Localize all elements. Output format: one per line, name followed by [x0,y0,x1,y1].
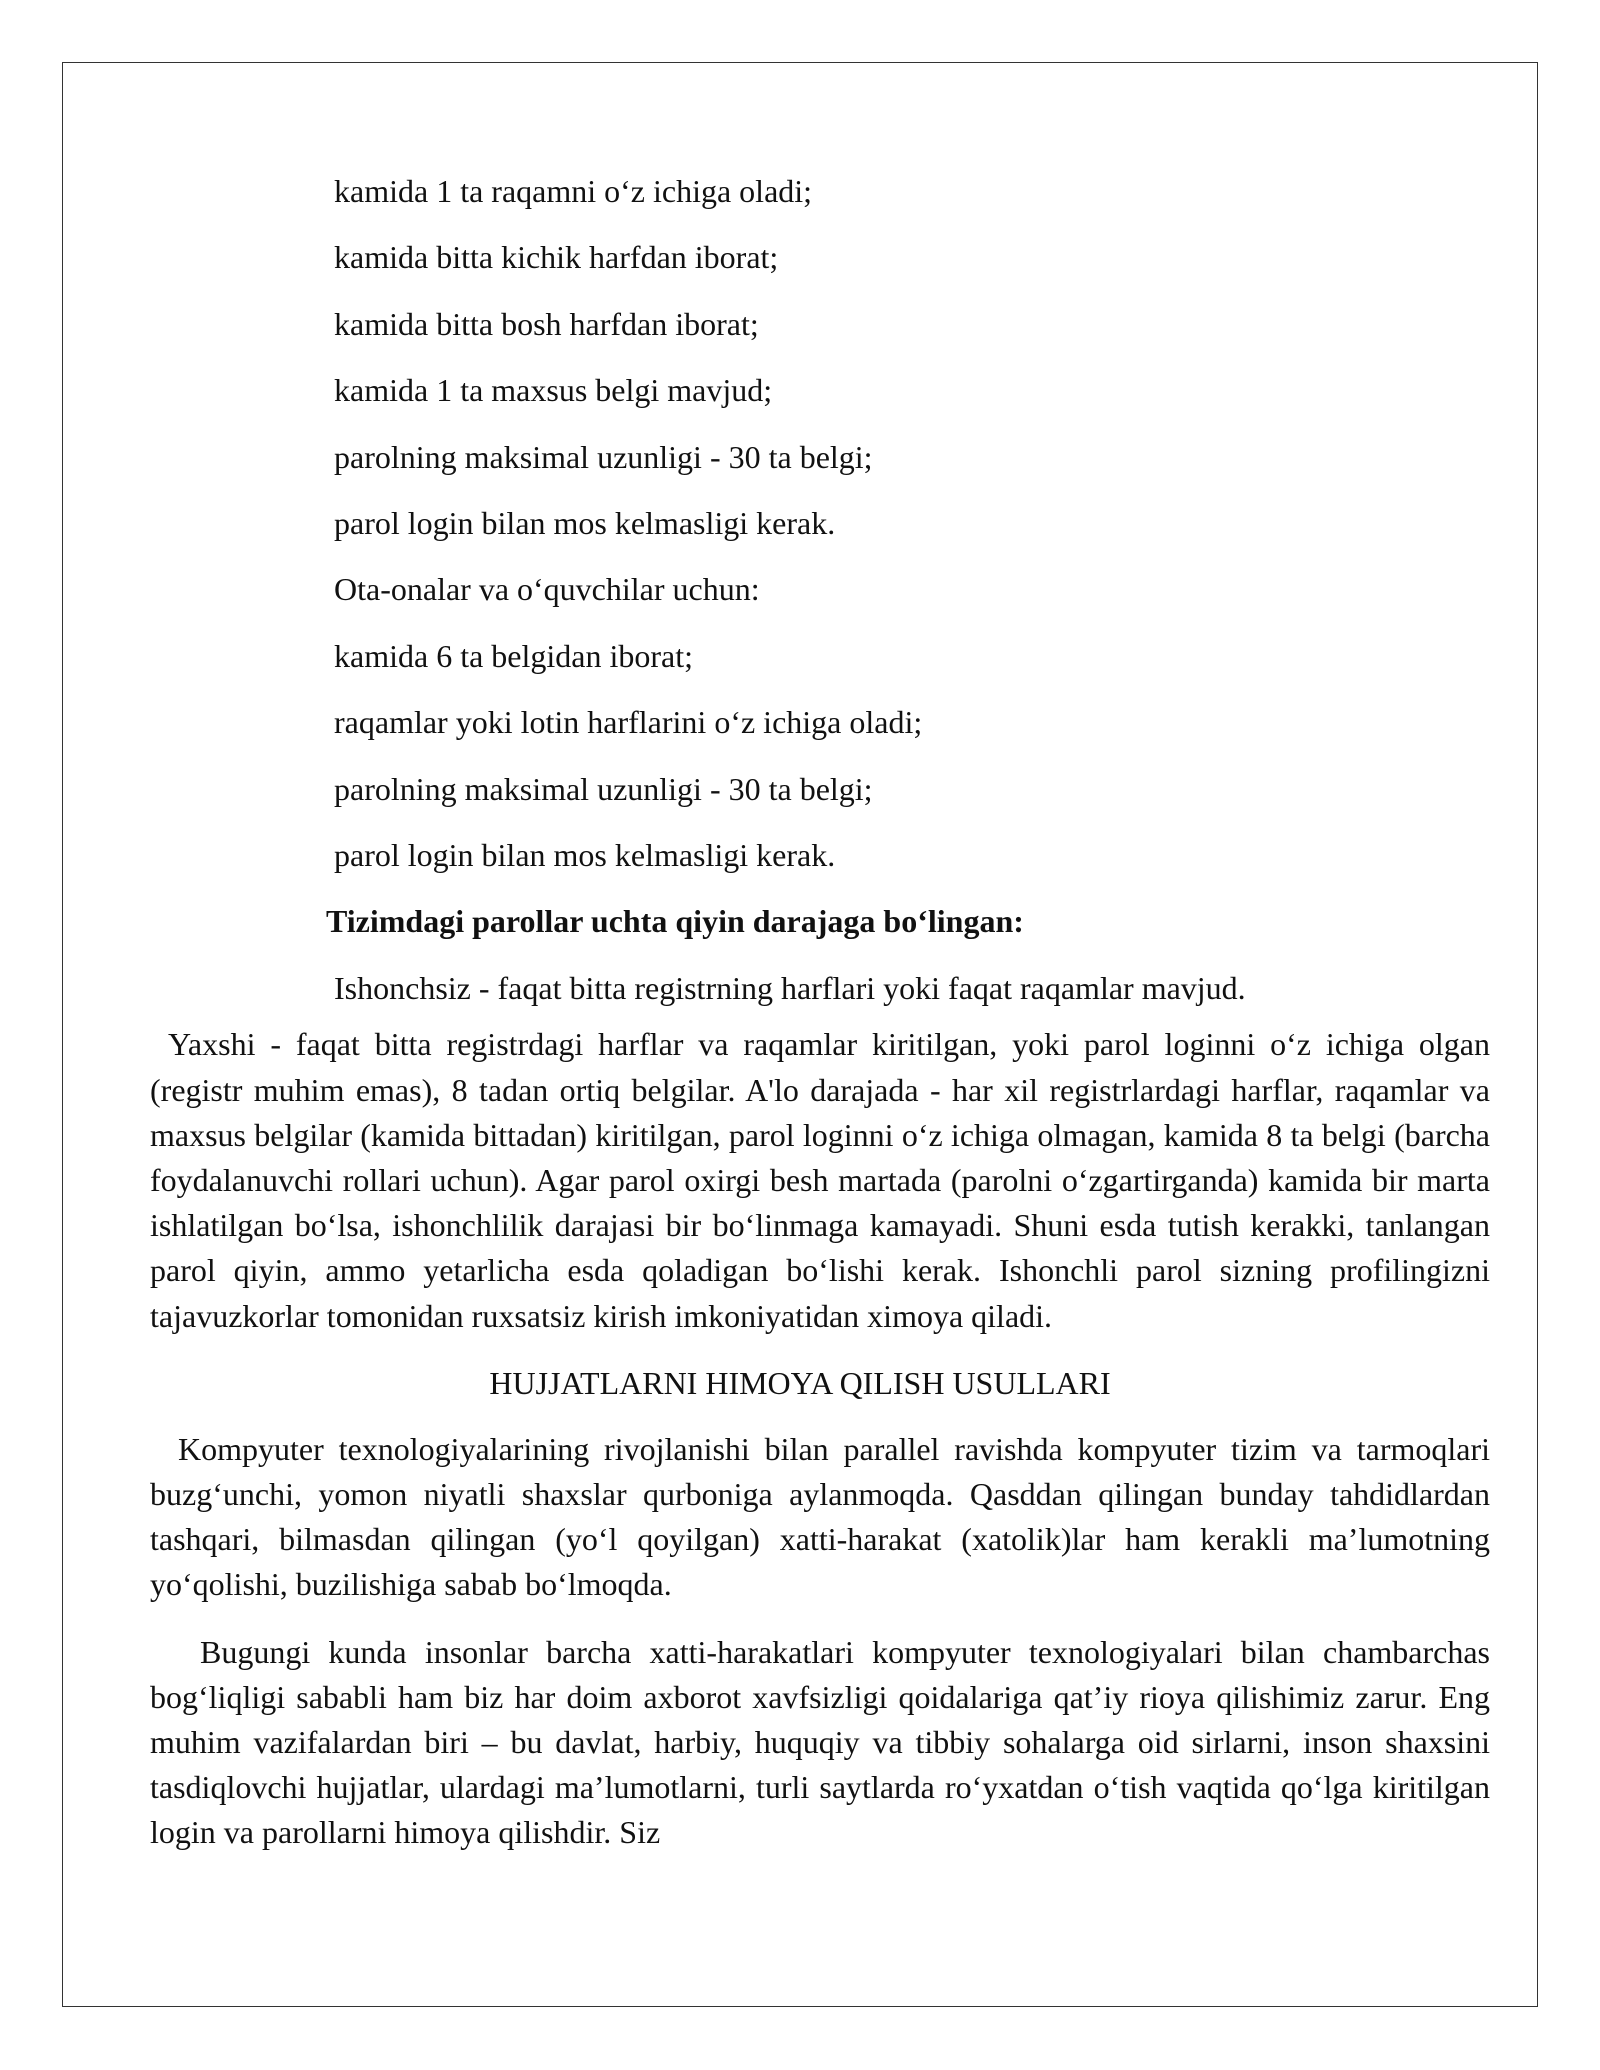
requirement-line: kamida 1 ta maxsus belgi mavjud; [334,372,773,409]
weak-level-line: Ishonchsiz - faqat bitta registrning harflari yoki faqat raqamlar mavjud. [334,970,1246,1007]
requirement-line: parol login bilan mos kelmasligi kerak. [334,504,836,541]
requirement-line: parol login bilan mos kelmasligi kerak. [334,836,836,873]
levels-heading: Tizimdagi parollar uchta qiyin darajaga bo‘lingan: [326,903,1024,940]
requirement-line: kamida 6 ta belgidan iborat; [334,637,693,674]
computers-paragraph: Kompyuter texnologiyalarining rivojlanishi bilan parallel ravishda kompyuter tizim va tarmoqlari buzg‘unchi, yomon niyatli shaxslar qurboniga aylanmoqda. Qasddan qilingan bunday tahdidlardan tashqari, bilmasdan qilingan (yo‘l qoyilgan) xatti-harakat (xatolik)lar ham kerakli ma’lumotning yo‘qolishi, buzilishiga sabab bo‘lmoqda. [150,1430,1490,1603]
requirement-line: parolning maksimal uzunligi - 30 ta belgi; [334,438,873,475]
section-title: HUJJATLARNI HIMOYA QILISH USULLARI [489,1364,1111,1401]
levels-paragraph: Yaxshi - faqat bitta registrdagi harflar va raqamlar kiritilgan, yoki parol loginni o‘z ichiga olgan (registr muhim emas), 8 tadan ortiq belgilar. A'lo darajada - har xil registrlardagi harflar, raqamlar va maxsus belgilar (kamida bittadan) kiritilgan, parol loginni o‘z ichiga olmagan, kamida 8 ta belgi (barcha foydalanuvchi rollari uchun). Agar parol oxirgi besh martada (parolni o‘zgartirganda) kamida bir marta ishlatilgan bo‘lsa, ishonchlilik darajasi bir bo‘linmaga kamayadi. Shuni esda tutish kerakki, tanlangan parol qiyin, ammo yetarlicha esda qoladigan bo‘lishi kerak. Ishonchli parol sizning profilingizni tajavuzkorlar tomonidan ruxsatsiz kirish imkoniyatidan ximoya qiladi. [150,1026,1490,1334]
requirement-line: raqamlar yoki lotin harflarini o‘z ichiga oladi; [334,704,923,741]
today-paragraph: Bugungi kunda insonlar barcha xatti-harakatlari kompyuter texnologiyalari bilan chambarchas bog‘liqligi sababli ham biz har doim axborot xavfsizligi qoidalariga qat’iy rioya qilishimiz zarur. Eng muhim vazifalardan biri – bu davlat, harbiy, huquqiy va tibbiy sohalarga oid sirlarni, inson shaxsini tasdiqlovchi hujjatlar, ulardagi ma’lumotlarni, turli saytlarda ro‘yxatdan o‘tish vaqtida qo‘lga kiritilgan login va parollarni himoya qilishdir. Siz [150,1633,1490,1851]
document-body [150,158,1490,1856]
subgroup-label: Ota-onalar va o‘quvchilar uchun: [334,571,760,608]
requirement-line: kamida bitta bosh harfdan iborat; [334,305,759,342]
requirement-line: kamida 1 ta raqamni o‘z ichiga oladi; [334,173,813,209]
requirement-line: kamida bitta kichik harfdan iborat; [334,239,779,276]
requirement-line: parolning maksimal uzunligi - 30 ta belgi; [334,770,873,807]
